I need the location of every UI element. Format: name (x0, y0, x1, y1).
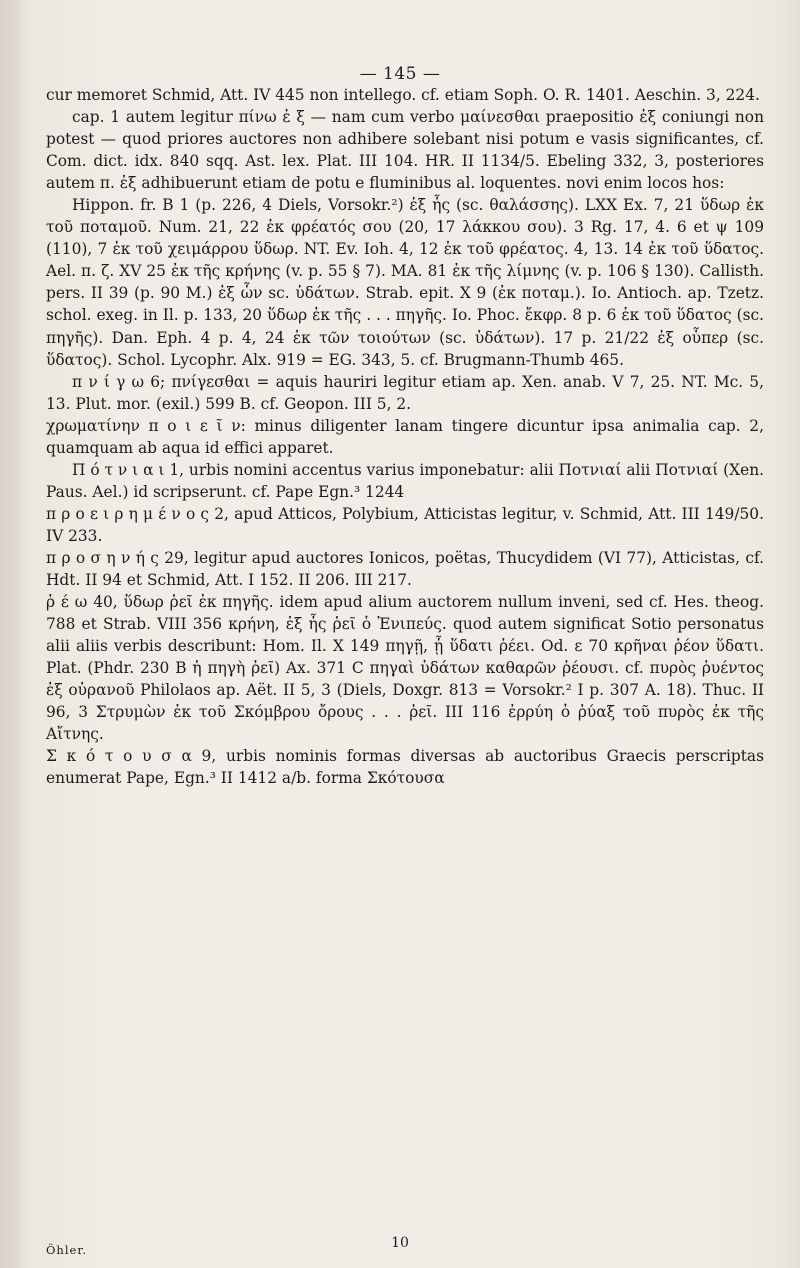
paragraph (46, 371, 764, 415)
paragraph: π ρ ο σ η ν ή ς 29, legitur apud auctores Ionicos, poëtas, Thucydidem (VI 77), Atticistas, cf. Hdt. II 94 et Schmid, Att. I 152. II 206. III 217. (46, 548, 764, 590)
paragraph (46, 459, 764, 503)
paragraph (46, 194, 764, 370)
folio-number: 10 (391, 1235, 409, 1251)
paragraph: π ρ ο ε ι ρ η μ έ ν ο ς 2, apud Atticos, Polybium, Atticistas legitur, v. Schmid, Att. III 149/50. IV 233. (46, 504, 764, 545)
paragraph (46, 106, 764, 194)
paragraph: cur memoret Schmid, Att. IV 445 non intellego. cf. etiam Soph. O. R. 1401. Aeschin. 3, 224. (46, 86, 760, 104)
paragraph-text: cap. 1 autem legitur πίνω ἐ ξ — nam cum verbo μαίνεσθαι praepositio ἐξ coniungi non potest — quod priores auctores non adhibere solebant nisi potum e vasis significantes, cf. Com. dict. idx. 840 sqq. Ast. lex. Plat. III 104. HR. II 1134/5. Ebeling 332, 3, posteriores autem π. ἐξ adhibuerunt etiam de potu e fluminibus al. loquentes. novi enim locos hos: (46, 108, 764, 193)
paragraph-text: π ν ί γ ω 6; πνίγεσθαι = aquis hauriri legitur etiam ap. Xen. anab. V 7, 25. NT. Mc. 5, 13. Plut. mor. (exil.) 599 B. cf. Geopon. III 5, 2. (46, 372, 764, 413)
paragraph: χρωματίνην π ο ι ε ῖ ν: minus diligenter lanam tingere dicuntur ipsa animalia cap. 2, quamquam ab aqua id effici apparet. (46, 416, 764, 457)
paragraph: ῥ έ ω 40, ὕδωρ ῥεῖ ἐκ πηγῆς. idem apud alium auctorem nullum inveni, sed cf. Hes. theog. 788 et Strab. VIII 356 κρήνη, ἐξ ἧς ῥεῖ ὁ Ἐνιπεύς. quod autem significat Sotio personatus alii aliis verbis describunt: Hom. Il. X 149 πηγῇ, ᾗ ὕδατι ῥέει. Od. ε 70 κρῆναι ῥέον ὕδατι. Plat. (Phdr. 230 B ἡ πηγὴ ῥεῖ) Ax. 371 C πηγαὶ ὑδάτων καθαρῶν ῥέουσι. cf. πυρὸς ῥυέντος ἐξ οὐρανοῦ Philolaos ap. Aët. II 5, 3 (Diels, Doxgr. 813 = Vorsokr.² I p. 307 A. 18). Thuc. II 96, 3 Στρυμὼν ἐκ τοῦ Σκόμβρου ὄρους . . . ῥεῖ. III 116 ἐρρύη ὁ ῥύαξ τοῦ πυρὸς ἐκ τῆς Αἴτνης. (46, 593, 764, 744)
page-number-header: — 145 — (359, 64, 441, 84)
binding-shadow (0, 0, 26, 1268)
paragraph: Σ κ ό τ ο υ σ α 9, urbis nominis formas diversas ab auctoribus Graecis perscriptas enumerat Pape, Egn.³ II 1412 a/b. forma Σκότουσα (46, 747, 764, 788)
printer-signature: Öhler. (46, 1243, 88, 1257)
body-text (46, 84, 764, 790)
paragraph-text: Π ό τ ν ι α ι 1, urbis nomini accentus varius imponebatur: alii Ποτνιαί alii Ποτνιαί (Xen. Paus. Ael.) id scripserunt. cf. Pape Egn.³ 1244 (46, 460, 764, 501)
paragraph-text: Hippon. fr. B 1 (p. 226, 4 Diels, Vorsokr.²) ἐξ ἧς (sc. θαλάσσης). LXX Ex. 7, 21 ὕδωρ ἐκ τοῦ ποταμοῦ. Num. 21, 22 ἐκ φρέατός σου (20, 17 λάκκου σου). 3 Rg. 17, 4. 6 et ψ 109 (110), 7 ἐκ τοῦ χειμάρρου ὕδωρ. NT. Ev. Ioh. 4, 12 ἐκ τοῦ φρέατος. 4, 13. 14 ἐκ τοῦ ὕδατος. Ael. π. ζ. XV 25 ἐκ τῆς κρήνης (v. p. 55 § 7). MA. 81 ἐκ τῆς λίμνης (v. p. 106 § 130). Callisth. pers. II 39 (p. 90 M.) ἐξ ὧν sc. ὑδάτων. Strab. epit. X 9 (ἐκ ποταμ.). Io. Antioch. ap. Tzetz. schol. exeg. in Il. p. 133, 20 ὕδωρ ἐκ τῆς . . . πηγῆς. Io. Phoc. ἔκφρ. 8 p. 6 ἐκ τοῦ ὕδατος (sc. πηγῆς). Dan. Eph. 4 p. 4, 24 ἐκ τῶν τοιούτων (sc. ὑδάτων). 17 p. 21/22 ἐξ οὗπερ (sc. ὕδατος). Schol. Lycophr. Alx. 919 = EG. 343, 5. cf. Brugmann-Thumb 465. (46, 196, 764, 369)
